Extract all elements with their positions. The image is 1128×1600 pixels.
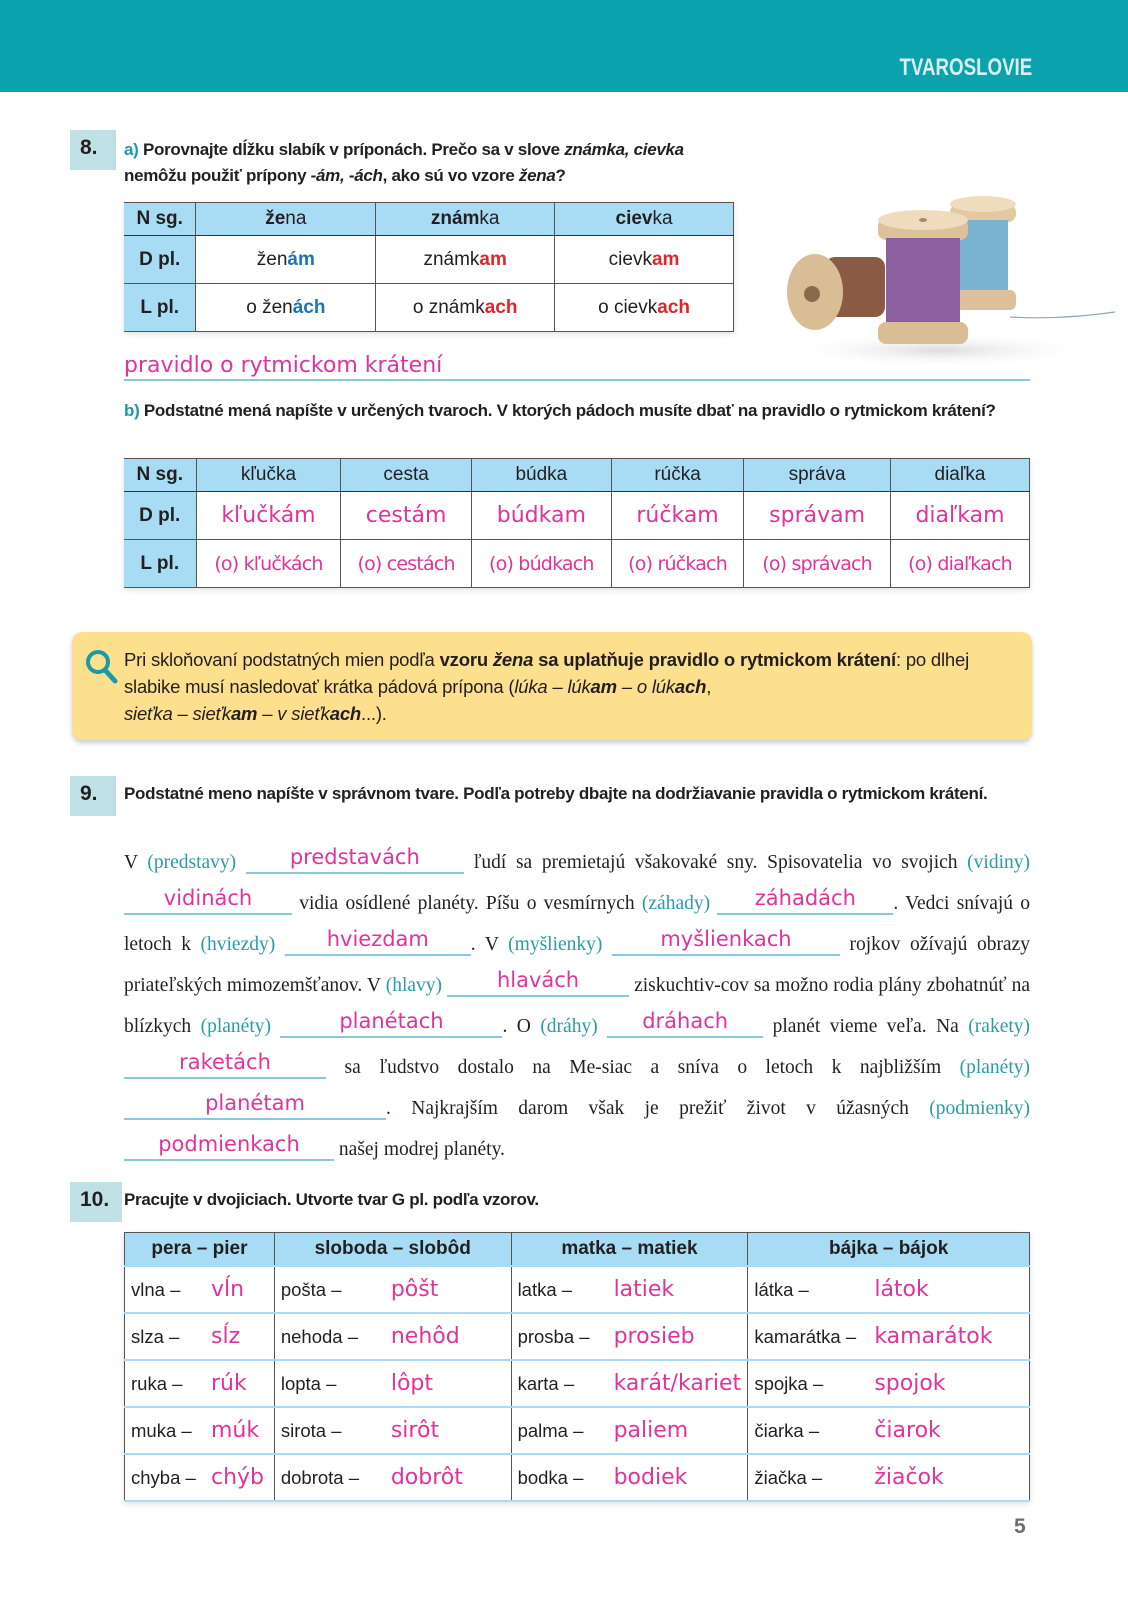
row-head: D pl. [124,492,196,540]
table-row [124,284,734,332]
part-label: a) [124,140,139,159]
answer-cell[interactable]: diaľkam [890,492,1029,540]
table-cell [748,1454,1030,1501]
base-word: žiačka – [754,1466,823,1488]
answer-text[interactable]: žiačok [874,1464,944,1490]
hint: (vidiny) [967,852,1030,873]
answer-cell[interactable]: (o) správach [744,540,891,588]
answer-blank[interactable]: raketách [124,1053,326,1079]
answer-text[interactable]: prosieb [613,1323,695,1349]
answer-cell[interactable]: (o) búdkach [471,540,611,588]
table-row [124,203,734,236]
answer-text[interactable]: paliem [613,1417,689,1443]
answer-blank[interactable]: dráhach [607,1012,763,1038]
genitive-plural-table [124,1232,1030,1502]
exercise10-instruction: Pracujte v dvojiciach. Utvorte tvar G pl. podľa vzorov. [124,1190,539,1209]
section-title: TVAROSLOVIE [899,54,1032,81]
table-cell [274,1454,511,1501]
table-cell [125,1407,275,1454]
table-cell: cievkam [555,236,734,284]
text: Podstatné mená napíšte v určených tvaroch. V ktorých pádoch musíte dbať na pravidlo o rytmickom krátení? [139,401,996,420]
base-word: dobrota – [280,1466,360,1488]
table-cell [511,1454,748,1501]
base-word: prosba – [517,1325,590,1347]
table-row [125,1454,1030,1501]
table-cell: známkam [376,236,555,284]
table-cell: cievka [555,203,734,236]
answer-text[interactable]: vĺn [211,1276,245,1302]
noun-cell: rúčka [611,459,743,492]
hint: (predstavy) [147,852,237,873]
base-word: látka – [754,1278,809,1300]
table-cell [125,1266,275,1313]
hint: (planéty) [959,1057,1030,1078]
answer-cell[interactable]: (o) diaľkach [890,540,1029,588]
text: Porovnajte dĺžku slabík v príponách. Prečo sa v slove [138,140,565,159]
table-cell [511,1313,748,1360]
base-word: slza – [131,1325,180,1347]
answer-blank[interactable]: myšlienkach [612,930,840,956]
answer-cell[interactable]: (o) cestách [341,540,471,588]
table-cell [748,1360,1030,1407]
column-header: bájka – bájok [748,1233,1030,1266]
table-header-row [125,1233,1030,1266]
answer-cell[interactable]: rúčkam [611,492,743,540]
answer-text[interactable]: bodiek [613,1464,688,1490]
spools-image [770,182,1120,372]
answer-text: pravidlo o rytmickom krátení [124,353,443,378]
table-cell [748,1313,1030,1360]
row-head: D pl. [124,236,196,284]
table-row [125,1360,1030,1407]
table-cell: známka [376,203,555,236]
answer-blank[interactable]: planétach [280,1012,502,1038]
table-row [125,1266,1030,1313]
answer-text[interactable]: kamarátok [874,1323,993,1349]
hint: (rakety) [968,1016,1031,1037]
answer-cell[interactable]: kľučkám [196,492,341,540]
answer-cell[interactable]: búdkam [471,492,611,540]
base-word: ruka – [131,1372,183,1394]
answer-cell[interactable]: cestám [341,492,471,540]
table-row [124,459,1030,492]
table-cell: žena [196,203,376,236]
answer-text[interactable]: latiek [613,1276,675,1302]
row-head: L pl. [124,540,196,588]
hint: (podmienky) [929,1098,1030,1119]
table-cell [748,1266,1030,1313]
hint: (myšlienky) [508,934,603,955]
answer-text[interactable]: dobrôt [390,1464,463,1490]
row-head: N sg. [124,459,196,492]
hint: (planéty) [200,1016,271,1037]
base-word: kamarátka – [754,1325,857,1347]
table-cell: o ženách [196,284,376,332]
table-cell [748,1407,1030,1454]
table-row [124,236,734,284]
table-cell [125,1313,275,1360]
answer-text[interactable]: pôšt [390,1276,439,1302]
declension-table-b [124,458,1030,588]
answer-text[interactable]: múk [211,1417,260,1443]
rule-note-box [72,632,1032,740]
answer-cell[interactable]: správam [744,492,891,540]
answer-cell[interactable]: (o) rúčkach [611,540,743,588]
text: ? [555,166,566,185]
hint: (hlavy) [385,975,443,996]
base-word: spojka – [754,1372,824,1394]
noun-cell: diaľka [890,459,1029,492]
table-cell [274,1313,511,1360]
base-word: nehoda – [280,1325,359,1347]
noun-cell: cesta [341,459,471,492]
table-cell [511,1266,748,1313]
text: žena [518,166,556,185]
exercise8-instruction-b [124,398,1034,424]
base-word: muka – [131,1419,192,1441]
table-cell [125,1454,275,1501]
table-cell [511,1360,748,1407]
table-cell [125,1360,275,1407]
answer-cell[interactable]: (o) kľučkách [196,540,341,588]
hint: (hviezdy) [200,934,276,955]
answer-text[interactable]: látok [874,1276,929,1302]
exercise8-instruction-a [124,137,764,189]
table-cell [274,1266,511,1313]
answer-blank[interactable]: hviezdam [285,930,471,956]
answer-blank[interactable]: záhadách [717,889,893,915]
table-row [125,1407,1030,1454]
noun-cell: správa [744,459,891,492]
base-word: lopta – [280,1372,337,1394]
answer-text[interactable]: spojok [874,1370,946,1396]
base-word: bodka – [517,1466,584,1488]
magnifier-icon [84,648,118,684]
rule-text: Pri skloňovaní podstatných mien podľa vzoru žena sa uplatňuje pravidlo o rytmickom krátení: po dlhej slabike musí nasledovať krátka pádová prípona (lúka – lúkam – o lúkach, sieťka – sieťkam – v sieťkach...). [124,649,970,724]
noun-cell: búdka [471,459,611,492]
exercise9-paragraph: V (predstavy) predstavách ľudí sa premietajú všakovaké sny. Spisovatelia vo svojich (vidiny) vidinách vidia osídlené planéty. Píšu o vesmírnych (záhady) záhadách . Vedci snívajú o letoch k (hviezdy) hviezdam . V (myšlienky) myšlienkach rojkov ožívajú obrazy priateľských mimozemšťanov. V (hlavy) hlavách ziskuchtiv-cov sa možno rodia plány zbohatnúť na blízkych (planéty) planétach . O (dráhy) dráhach planét vieme veľa. Na (rakety) raketách sa ľudstvo dostalo na Me-siac a sníva o letoch k najbližším (planéty) planétam . Najkrajším darom však je prežiť život v úžasných (podmienky) podmienkach našej modrej planéty. [124,845,1031,1160]
base-word: chyba – [131,1466,196,1488]
table-cell: o cievkach [555,284,734,332]
answer-text[interactable]: karát/kariet [613,1370,742,1396]
page-number: 5 [1014,1515,1026,1538]
answer-text[interactable]: nehôd [390,1323,460,1349]
table-row [125,1313,1030,1360]
text: známka, cievka [564,140,684,159]
part-label: b) [124,401,140,420]
table-row [124,492,1030,540]
table-cell [274,1407,511,1454]
exercise-number: 8. [70,130,116,170]
answer-text[interactable]: rúk [211,1370,247,1396]
table-cell: o známkach [376,284,555,332]
base-word: čiarka – [754,1419,820,1441]
answer-blank[interactable]: planétam [124,1094,386,1120]
hint: (záhady) [641,893,711,914]
exercise-number: 10. [70,1182,122,1222]
row-head: L pl. [124,284,196,332]
row-head: N sg. [124,203,196,236]
base-word: karta – [517,1372,575,1394]
column-header: sloboda – slobôd [274,1233,511,1266]
header-band [0,0,1128,92]
base-word: sirota – [280,1419,342,1441]
base-word: palma – [517,1419,584,1441]
base-word: latka – [517,1278,573,1300]
declension-table-a [124,202,734,332]
answer-text[interactable]: sĺz [211,1323,241,1349]
table-row [124,540,1030,588]
table-cell [274,1360,511,1407]
answer-text[interactable]: čiarok [874,1417,941,1443]
base-word: pošta – [280,1278,342,1300]
answer-blank[interactable]: podmienkach [124,1135,334,1161]
answer-text[interactable]: lôpt [390,1370,434,1396]
hint: (dráhy) [540,1016,598,1037]
table-cell [511,1407,748,1454]
answer-line-a[interactable] [124,355,1030,381]
base-word: vlna – [131,1278,181,1300]
answer-blank[interactable]: hlavách [447,971,629,997]
text: nemôžu použiť prípony [124,166,311,185]
column-header: matka – matiek [511,1233,748,1266]
answer-text[interactable]: chýb [211,1464,265,1490]
table-cell: ženám [196,236,376,284]
column-header: pera – pier [125,1233,275,1266]
answer-text[interactable]: sirôt [390,1417,440,1443]
answer-blank[interactable]: predstavách [246,848,464,874]
text: , ako sú vo vzore [382,166,519,185]
noun-cell: kľučka [196,459,341,492]
text: -ám, -ách [310,166,383,185]
exercise9-instruction: Podstatné meno napíšte v správnom tvare. Podľa potreby dbajte na dodržiavanie pravidla o rytmickom krátení. [124,784,988,803]
answer-blank[interactable]: vidinách [124,889,292,915]
exercise-number: 9. [70,776,116,816]
